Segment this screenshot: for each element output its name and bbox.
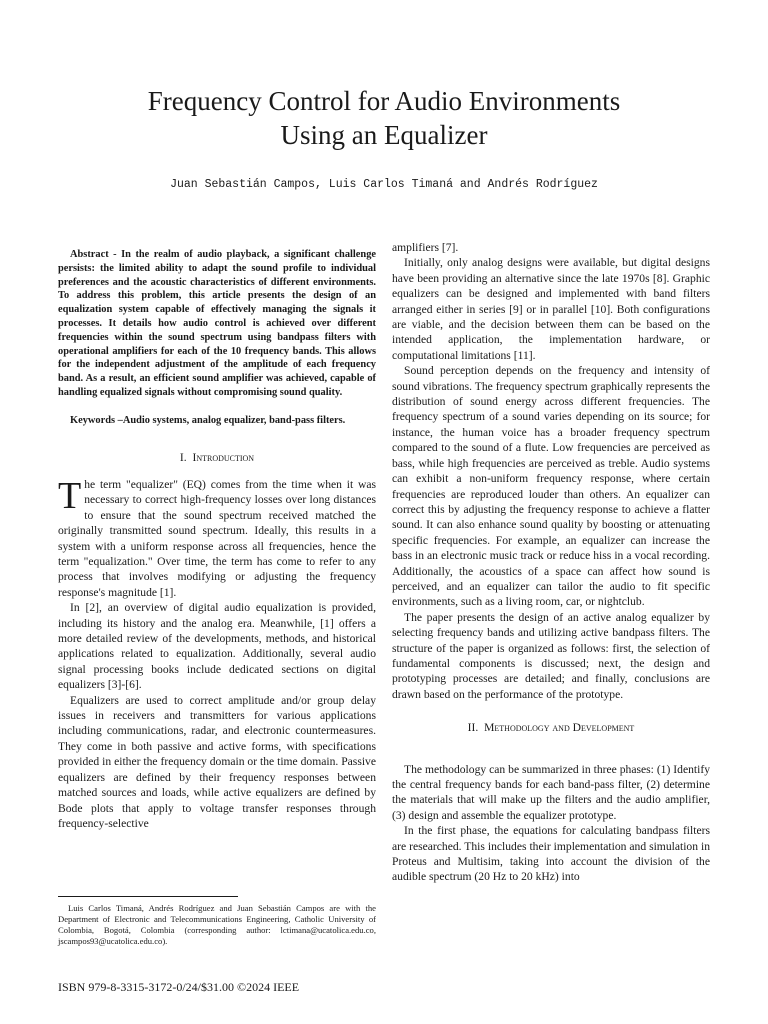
- left-column: [58, 240, 376, 831]
- right-column: [392, 240, 710, 885]
- section-title: Introduction: [192, 450, 255, 464]
- right-paragraph-2: Sound perception depends on the frequency and intensity of sound vibrations. The frequency spectrum graphically represents the distribution of sound energy across different frequencies. The frequency spectrum of a sound varies depending on its source; for instance, the human voice has a broader frequency spectrum compared to the sound of a flute. Low frequencies are perceived as bass, while high frequencies are perceived as treble. Audio systems can exhibit a non-uniform frequency response, where certain frequencies are reproduced louder than others. An equalizer can correct this by adjusting the frequency response to achieve a flatter sound. It can also enhance sound quality by boosting or attenuating specific frequencies. For example, an equalizer can increase the bass in an electronic music track or reduce hiss in a vocal recording. Additionally, the acoustics of a space can affect how sound is perceived, and an equalizer can tailor the audio to fit specific environments, such as a living room, car, or nightclub.: [392, 364, 710, 609]
- right-paragraph-3: The paper presents the design of an active analog equalizer by selecting frequency bands and utilizing active bandpass filters. The structure of the paper is organized as follows: first, the selection of fundamental components is discussed; next, the design and prototyping processes are detailed; and finally, conclusions are drawn based on the performance of the prototype.: [392, 610, 710, 701]
- section-heading-methodology: [392, 720, 710, 735]
- paper-title: [40, 84, 728, 152]
- intro-paragraph-1-text: he term "equalizer" (EQ) comes from the time when it was necessary to correct high-frequency losses over long distances to ensure that the sound spectrum received matched the originally transmitted sound spectrum. Ideally, this results in a system with a uniform response across all frequencies, hence the term "equalization." Over time, the term has come to refer to any process that involves modifying or adjusting the frequency response's magnitude [1].: [58, 477, 376, 599]
- title-line-1: Frequency Control for Audio Environments: [147, 86, 621, 116]
- method-paragraph-2: In the first phase, the equations for calculating bandpass filters are researched. This includes their implementation and simulation in Proteus and Multisim, taking into account the division of the audible spectrum (20 Hz to 20 kHz) into: [392, 824, 710, 884]
- abstract: Abstract - In the realm of audio playback, a significant challenge persists: the limited ability to adapt the sound profile to individual preferences and the acoustic characteristics of different environments. To address this problem, this article presents the design of an equalization system capable of effectively managing the signals it processes. It details how audio control is achieved over different frequencies within the sound spectrum using bandpass filters with operational amplifiers for each of the 10 frequency bands. This allows for the independent adjustment of the amplitude of each frequency band. As a result, an efficient sound amplifier was achieved, capable of handling equalized signals without compromising sound quality.: [58, 249, 376, 398]
- intro-paragraph-1: [58, 474, 376, 600]
- section-title: Methodology and Development: [484, 721, 635, 735]
- author-footnote: Luis Carlos Timaná, Andrés Rodríguez and Juan Sebastián Campos are with the Department of Electronic and Telecommunications Engineering, Catholic University of Colombia, Bogotá, Colombia (corresponding author: lctimana@ucatolica.edu.co, jscampos93@ucatolica.edu.co).: [58, 903, 376, 946]
- intro-paragraph-2: In [2], an overview of digital audio equalization is provided, including its history and the analog era. Meanwhile, [1] offers a more detailed review of the developments, methods, and historical applications related to equalization. Additionally, several audio signal processing books include dedicated sections on digital equalizers [3]-[6].: [58, 601, 376, 692]
- section-number: II.: [467, 721, 479, 735]
- intro-paragraph-3: Equalizers are used to correct amplitude and/or group delay issues in receivers and transmitters for various applications including communications, radar, and electronic countermeasures. They come in both passive and active forms, with specifications provided in either the frequency domain or the time domain. Passive equalizers are defined by their frequency responses between matched sources and loads, while active equalizers are defined by Bode plots that apply to voltage transfer responses through frequency-selective: [58, 693, 376, 830]
- keywords: Keywords –Audio systems, analog equalizer, band-pass filters.: [70, 414, 346, 426]
- right-paragraph-1: Initially, only analog designs were available, but digital designs have been providing an alternative since the late 1970s [8]. Graphic equalizers can be designed and implemented with band filters arranged either in series [9] or in parallel [10]. Both configurations are viable, and the decision between them can be based on the intended application, the implementation hardware, or computational limitations [11].: [392, 256, 710, 362]
- footnote-divider: [58, 896, 238, 897]
- section-heading-introduction: [58, 450, 376, 465]
- method-paragraph-1: The methodology can be summarized in three phases: (1) Identify the central frequency bands for each band-pass filter, (2) determine the materials that will make up the filters and the audio amplifier, (3) design and assemble the equalizer prototype.: [392, 762, 710, 822]
- section-number: I.: [179, 450, 187, 464]
- drop-cap: T: [58, 474, 82, 517]
- title-line-2: Using an Equalizer: [280, 120, 488, 150]
- author-list: Juan Sebastián Campos, Luis Carlos Timaná and Andrés Rodríguez: [170, 178, 598, 191]
- isbn-line: ISBN 979-8-3315-3172-0/24/$31.00 ©2024 IEEE: [58, 980, 300, 994]
- right-paragraph-continued: amplifiers [7].: [392, 241, 459, 254]
